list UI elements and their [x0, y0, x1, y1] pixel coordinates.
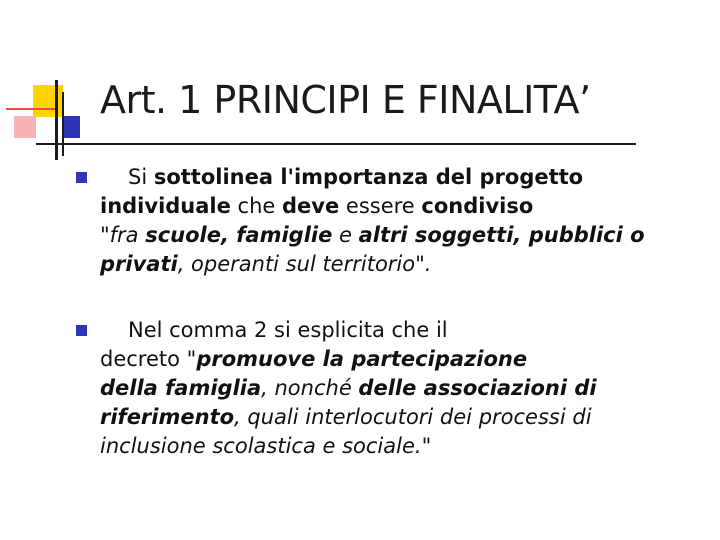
- text-segment: individuale: [100, 194, 231, 218]
- square-bullet-icon: [76, 325, 87, 336]
- text-segment: altri soggetti, pubblici o: [358, 223, 645, 247]
- paragraph-line: [100, 374, 700, 403]
- text-segment: , nonché: [261, 376, 359, 400]
- text-segment: , operanti sul territorio".: [177, 252, 432, 276]
- text-segment: delle associazioni di: [358, 376, 597, 400]
- text-segment: scuole, famiglie: [145, 223, 333, 247]
- text-segment: riferimento: [100, 405, 235, 429]
- text-segment: Nel comma 2 si esplicita che il: [128, 318, 448, 342]
- vertical-rule-icon: [55, 80, 58, 160]
- paragraph-line: [100, 221, 700, 250]
- paragraph-1: [100, 163, 700, 279]
- text-segment: condiviso: [421, 194, 534, 218]
- text-segment: Si: [128, 165, 154, 189]
- red-line-icon: [6, 108, 56, 110]
- text-segment: promuove la partecipazione: [196, 347, 528, 371]
- paragraph-line: [100, 432, 700, 461]
- text-segment: ": [186, 347, 197, 371]
- text-segment: deve: [282, 194, 340, 218]
- paragraph-line: [100, 403, 700, 432]
- vertical-rule-2-icon: [62, 92, 64, 156]
- paragraph-2: [100, 316, 700, 461]
- paragraph-line: [100, 250, 700, 279]
- title-divider: [36, 143, 636, 145]
- text-segment: , quali interlocutori dei processi di: [234, 405, 592, 429]
- pink-square-icon: [14, 116, 36, 138]
- text-segment: della famiglia: [100, 376, 262, 400]
- paragraph-line: [100, 163, 700, 192]
- text-segment: essere: [339, 194, 422, 218]
- text-segment: decreto: [100, 347, 187, 371]
- text-segment: inclusione scolastica e sociale.": [100, 434, 432, 458]
- slide-title: Art. 1 PRINCIPI E FINALITA’: [100, 78, 591, 122]
- text-segment: sottolinea l'importanza del progetto: [153, 165, 584, 189]
- blue-square-icon: [62, 116, 80, 138]
- paragraph-line: [100, 345, 700, 374]
- paragraph-line: [100, 192, 700, 221]
- text-segment: "fra: [100, 223, 146, 247]
- yellow-square-icon: [33, 85, 63, 117]
- text-segment: privati: [100, 252, 178, 276]
- text-segment: che: [230, 194, 283, 218]
- text-segment: e: [332, 223, 359, 247]
- square-bullet-icon: [76, 172, 87, 183]
- paragraph-line: [100, 316, 700, 345]
